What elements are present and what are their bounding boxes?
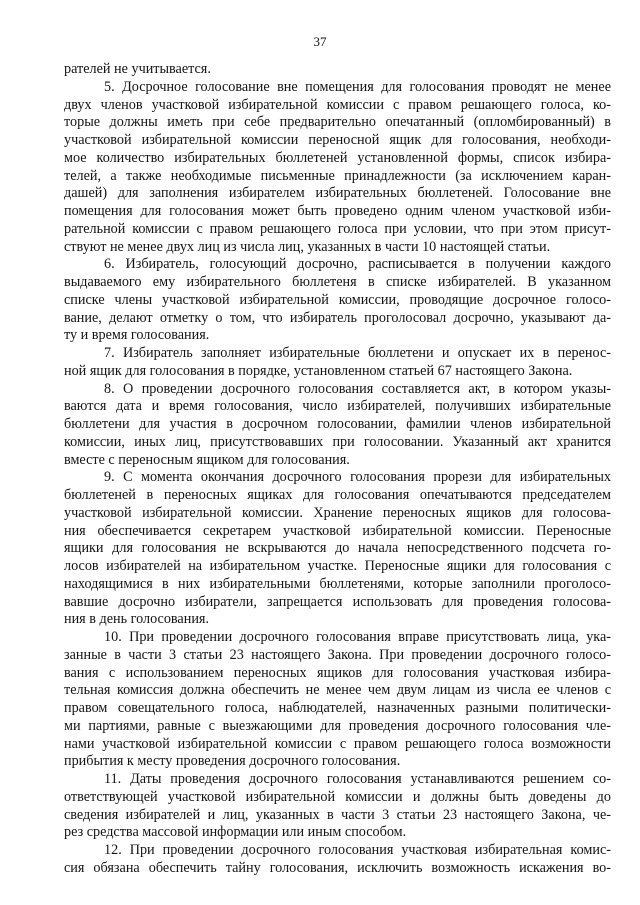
text-line: дашей) для заполнения избирателем избирательных бюллетеней. Голосование вне (64, 185, 611, 202)
text-line: сия обязана обеспечить тайну голосования, исключить возможность искажения во- (64, 859, 611, 876)
text-line: лосов избирателей на избирательном участке. Переносные ящики для голосования с (64, 558, 611, 574)
text-line: списке члены участковой избирательной комиссии, проводящие досрочное голосо- (64, 291, 611, 308)
text-line: ния обеспечивается секретарем участковой избирательной комиссии. Переносные (64, 522, 611, 539)
paragraph-p7 (64, 345, 611, 381)
text-line: 9. С момента окончания досрочного голосования прорези для избирательных (104, 469, 611, 486)
document-body (64, 61, 611, 878)
text-line: 6. Избиратель, голосующий досрочно, расписывается в получении каждого (104, 256, 611, 273)
paragraph-p10 (64, 629, 611, 771)
text-line: 11. Даты проведения досрочного голосования устанавливаются решением со- (104, 771, 611, 787)
text-line: рателей не учитывается. (64, 61, 211, 77)
text-line: 7. Избиратель заполняет избирательные бюллетени и опускает их в перенос- (104, 345, 611, 361)
text-line: выдаваемого ему избирательного бюллетеня в списке избирателей. В указанном (64, 274, 611, 290)
paragraph-p5 (64, 79, 611, 257)
text-line: двух членов участковой избирательной комиссии с правом решающего голоса, ко- (64, 96, 611, 113)
text-line: помещения для голосования может быть проведено одним членом участковой изби- (64, 203, 611, 219)
page-number: 37 (313, 34, 327, 49)
text-line: 10. При проведении досрочного голосования вправе присутствовать лица, ука- (104, 629, 611, 645)
text-line: ящики для голосования не вскрываются до начала непосредственного подсчета го- (64, 540, 611, 557)
text-line: прибытия к месту проведения досрочного голосования. (64, 753, 401, 770)
paragraph-p9 (64, 469, 611, 629)
text-line: сведения избирателей и лиц, указанных в части 3 статьи 23 настоящего Закона, че- (64, 806, 611, 823)
text-line: участковой избирательной комиссии переносной ящик для голосования, необходи- (64, 132, 611, 148)
text-line: ответствующей участковой избирательной комиссии и должны быть доведены до (64, 788, 611, 805)
text-line: 5. Досрочное голосование вне помещения для голосования проводят не менее (104, 78, 611, 95)
text-line: ствуют не менее двух лиц из числа лиц, указанных в части 10 настоящей статьи. (64, 238, 551, 255)
text-line: бюллетени для участия в досрочном голосовании, фамилии членов избирательной (64, 416, 611, 432)
text-line: рательной комиссии с правом решающего голоса при условии, что при этом присут- (64, 220, 611, 237)
text-line: вавшие досрочно избиратели, запрещается использовать для проведения голосова- (64, 593, 611, 610)
text-line: ния в день голосования. (64, 611, 209, 628)
text-line: 12. При проведении досрочного голосования участковая избирательная комис- (104, 842, 611, 858)
text-line: ту и время голосования. (64, 327, 210, 344)
text-line: правом совещательного голоса, наблюдателей, назначенных разными политически- (64, 700, 611, 716)
text-line: телей, а также необходимые письменные принадлежности (за исключением каран- (64, 167, 611, 184)
text-line: комиссии, иных лиц, присутствовавших при голосовании. Указанный акт хранится (64, 433, 611, 450)
paragraph-p11 (64, 771, 611, 842)
text-line: занные в части 3 статьи 23 настоящего Закона. При проведении досрочного голосо- (64, 646, 611, 663)
paragraph-p8 (64, 381, 611, 470)
paragraph-p6 (64, 256, 611, 345)
text-line: 8. О проведении досрочного голосования составляется акт, в котором указы- (104, 380, 611, 397)
text-line: нами участковой избирательной комиссии с правом решающего голоса возможности (64, 735, 611, 752)
text-line: ной ящик для голосования в порядке, установленном статьей 67 настоящего Закона. (64, 362, 573, 379)
paragraph-p4-end (64, 61, 611, 79)
text-line: ми партиями, равные с выезжающими для проведения досрочного голосования чле- (64, 717, 611, 734)
text-line: бюллетеней в переносных ящиках для голосования опечатываются председателем (64, 487, 611, 503)
text-line: мое количество избирательных бюллетеней установленной формы, список избира- (64, 149, 611, 166)
text-line: вание, делают отметку о том, что избиратель проголосовал досрочно, указывают да- (64, 309, 611, 326)
text-line: рез средства массовой информации или иным способом. (64, 824, 407, 841)
text-line: тельная комиссия должна обеспечить не менее чем двум лицам из числа ее членов с (64, 682, 611, 699)
text-line: вместе с переносным ящиком для голосования. (64, 451, 350, 468)
text-line: участковой избирательной комиссии. Хранение переносных ящиков для голосова- (64, 504, 611, 521)
text-line: вания с использованием переносных ящиков для голосования участковая избира- (64, 664, 611, 681)
paragraph-p12 (64, 842, 611, 878)
text-line: торые должны иметь при себе предварительно опечатанный (опломбированный) в (64, 114, 611, 131)
text-line: находящимися в них избирательными бюллетенями, которые заполнили проголосо- (64, 575, 611, 592)
text-line: ваются дата и время голосования, число избирателей, получивших избирательные (64, 398, 611, 415)
